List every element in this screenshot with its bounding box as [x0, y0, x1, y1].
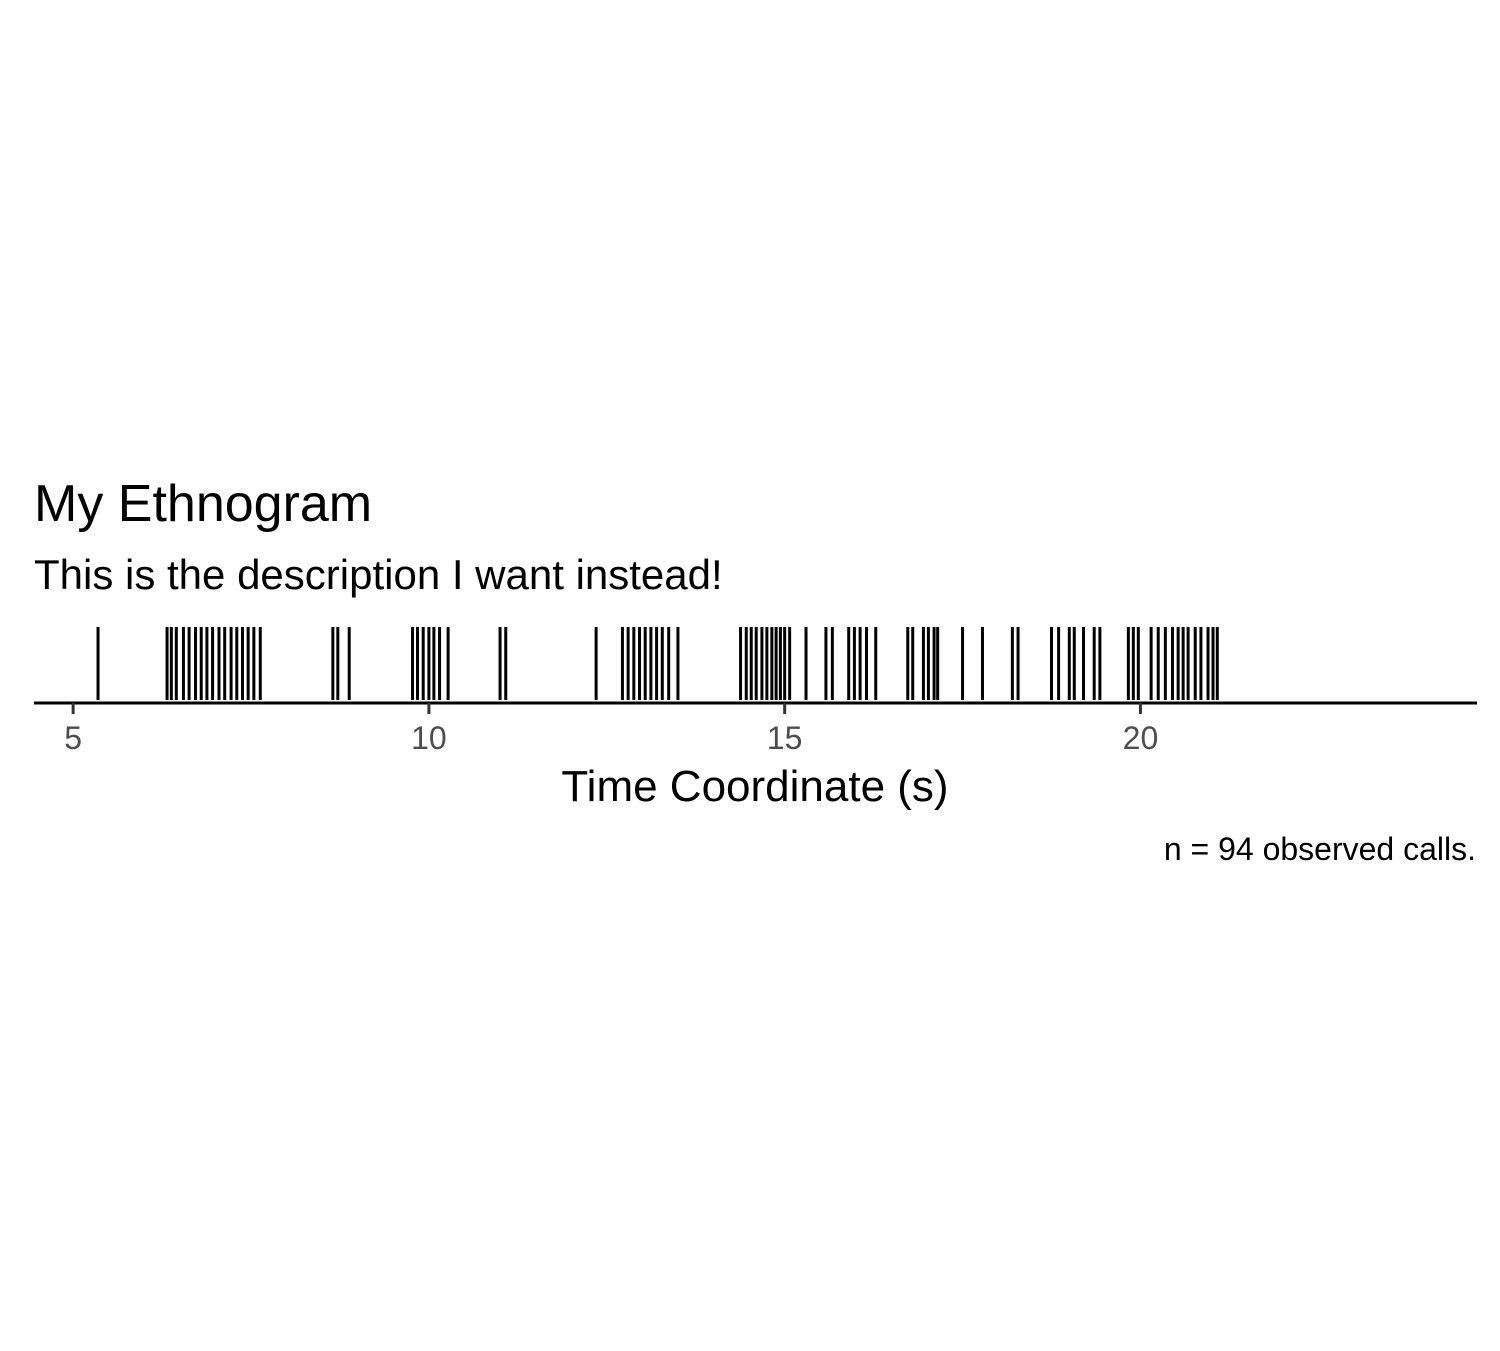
x-axis-label: Time Coordinate (s) — [561, 762, 949, 811]
chart-title: My Ethnogram — [34, 475, 373, 533]
chart-caption: n = 94 observed calls. — [1163, 831, 1476, 867]
chart-subtitle: This is the description I want instead! — [34, 551, 723, 598]
x-tick-label-5: 5 — [64, 720, 83, 756]
x-tick-label-20: 20 — [1122, 720, 1159, 756]
x-tick-label-10: 10 — [411, 720, 447, 756]
x-tick-label-15: 15 — [766, 720, 803, 756]
